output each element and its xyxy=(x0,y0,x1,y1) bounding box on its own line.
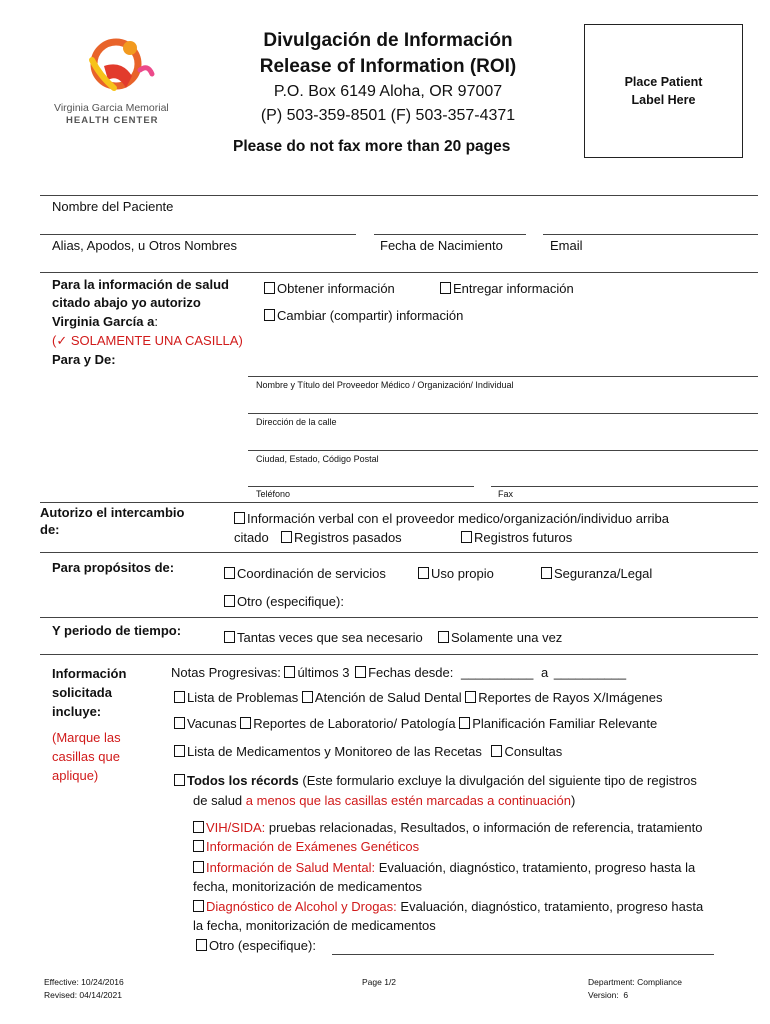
only-one-box-note: (✓ SOLAMENTE UNA CASILLA) xyxy=(52,333,243,348)
all-records-label: Todos los récords xyxy=(187,773,299,788)
exchange-label-line2: de: xyxy=(40,522,60,537)
dental-checkbox[interactable] xyxy=(302,691,313,703)
info-other-checkbox[interactable] xyxy=(196,939,207,951)
coordination-option[interactable] xyxy=(224,566,386,581)
xray-checkbox[interactable] xyxy=(465,691,476,703)
hiv-desc: pruebas relacionadas, Resultados, o información de referencia, tratamiento xyxy=(268,820,703,835)
authorize-line3 xyxy=(52,314,158,329)
all-records-checkbox[interactable] xyxy=(174,774,185,786)
purpose-other-checkbox[interactable] xyxy=(224,595,235,607)
logo-figure-icon xyxy=(52,36,192,100)
phone-line[interactable] xyxy=(248,486,474,487)
vaccines-label: Vacunas xyxy=(187,716,237,731)
mental-label: Información de Salud Mental: xyxy=(206,860,376,875)
progress-notes-row xyxy=(171,665,626,680)
info-label-line2: solicitada xyxy=(52,685,112,700)
genetic-checkbox[interactable] xyxy=(193,840,204,852)
page-title xyxy=(230,28,546,128)
consults-checkbox[interactable] xyxy=(491,745,502,757)
change-option[interactable] xyxy=(264,308,463,323)
address: P.O. Box 6149 Aloha, OR 97007 xyxy=(273,83,503,100)
email-line[interactable] xyxy=(543,234,758,235)
logo xyxy=(52,36,192,128)
all-records-desc-2c: ) xyxy=(570,793,576,808)
footer-version: Version: 6 xyxy=(588,990,629,1000)
phone-fax: (P) 503-359-8501 (F) 503-357-4371 xyxy=(260,107,516,124)
dates-to-field[interactable]: __________ xyxy=(553,665,627,680)
street-label: Dirección de la calle xyxy=(256,417,337,427)
title-es: Divulgación de Información xyxy=(263,30,513,51)
dates-checkbox[interactable] xyxy=(355,666,366,678)
footer-revised: Revised: 04/14/2021 xyxy=(44,990,122,1000)
patient-name-line[interactable] xyxy=(40,234,356,235)
insurance-checkbox[interactable] xyxy=(541,567,552,579)
dates-a-label: a xyxy=(540,665,549,680)
dob-line[interactable] xyxy=(374,234,526,235)
own-use-option[interactable] xyxy=(418,566,494,581)
mental-desc: Evaluación, diagnóstico, tratamiento, progreso hasta la xyxy=(378,860,696,875)
street-line[interactable] xyxy=(248,413,758,414)
problems-label: Lista de Problemas xyxy=(187,690,299,705)
logo-line2: HEALTH CENTER xyxy=(66,115,159,126)
divider xyxy=(40,654,758,655)
change-checkbox[interactable] xyxy=(264,309,275,321)
meds-checkbox[interactable] xyxy=(174,745,185,757)
footer-effective: Effective: 10/24/2016 xyxy=(44,977,124,987)
patient-label-box xyxy=(584,24,743,158)
provider-label: Nombre y Título del Proveedor Médico / Organización/ Individual xyxy=(256,380,514,390)
family-label: Planificación Familiar Relevante xyxy=(472,716,658,731)
alcohol-desc: Evaluación, diagnóstico, tratamiento, progreso hasta xyxy=(400,899,704,914)
cited-text: citado xyxy=(234,530,269,545)
once-label: Solamente una vez xyxy=(451,630,563,645)
obtain-option[interactable] xyxy=(264,281,395,296)
all-records-desc: (Este formulario excluye la divulgación del siguiente tipo de registros xyxy=(302,773,697,788)
problems-checkbox[interactable] xyxy=(174,691,185,703)
insurance-option[interactable] xyxy=(541,566,652,581)
dental-label: Atención de Salud Dental xyxy=(314,690,462,705)
meds-label: Lista de Medicamentos y Monitoreo de las Recetas xyxy=(187,744,482,759)
fax-line[interactable] xyxy=(491,486,758,487)
coordination-label: Coordinación de servicios xyxy=(237,566,386,581)
lab-checkbox[interactable] xyxy=(240,717,251,729)
purpose-label: Para propósitos de: xyxy=(52,560,175,575)
mark-note-line2: casillas que xyxy=(52,749,120,764)
email-label: Email xyxy=(550,238,583,253)
lab-label: Reportes de Laboratorio/ Patología xyxy=(253,716,456,731)
alcohol-checkbox[interactable] xyxy=(193,900,204,912)
family-checkbox[interactable] xyxy=(459,717,470,729)
divider xyxy=(40,617,758,618)
divider xyxy=(40,552,758,553)
verbal-checkbox[interactable] xyxy=(234,512,245,524)
mental-row-2: fecha, monitorización de medicamentos xyxy=(193,879,423,894)
as-needed-label: Tantas veces que sea necesario xyxy=(237,630,423,645)
footer-page: Page 1/2 xyxy=(362,977,397,987)
label-box-line2: Label Here xyxy=(631,93,696,107)
info-row-2 xyxy=(174,690,663,705)
obtain-label: Obtener información xyxy=(277,281,395,296)
label-box-line1: Place Patient xyxy=(624,75,703,89)
progress-notes-label: Notas Progresivas: xyxy=(171,665,281,680)
phone-label: Teléfono xyxy=(256,489,291,499)
authorize-line2: citado abajo yo autorizo xyxy=(52,295,201,310)
alcohol-row xyxy=(193,899,703,914)
own-use-checkbox[interactable] xyxy=(418,567,429,579)
alcohol-row-2: la fecha, monitorización de medicamentos xyxy=(193,918,436,933)
purpose-other-label: Otro (especifique): xyxy=(237,594,344,609)
info-label-line1: Información xyxy=(52,666,127,681)
purpose-other-option[interactable] xyxy=(224,594,344,609)
hiv-checkbox[interactable] xyxy=(193,821,204,833)
consults-label: Consultas xyxy=(504,744,563,759)
insurance-label: Seguranza/Legal xyxy=(554,566,653,581)
alias-line[interactable] xyxy=(40,272,758,273)
future-records-label: Registros futuros xyxy=(474,530,573,545)
info-row-3 xyxy=(174,716,657,731)
as-needed-checkbox[interactable] xyxy=(224,631,235,643)
dates-from-field[interactable]: __________ xyxy=(461,665,534,680)
past-records-option[interactable] xyxy=(281,530,402,545)
to-from-label: Para y De: xyxy=(52,352,116,367)
provider-line[interactable] xyxy=(248,376,758,377)
info-other-row xyxy=(196,938,316,953)
genetic-row xyxy=(193,839,419,854)
mental-checkbox[interactable] xyxy=(193,861,204,873)
mental-row xyxy=(193,860,695,875)
city-line[interactable] xyxy=(248,450,758,451)
city-label: Ciudad, Estado, Código Postal xyxy=(256,454,379,464)
verbal-option[interactable] xyxy=(234,511,669,526)
dob-label: Fecha de Nacimiento xyxy=(380,238,503,253)
own-use-label: Uso propio xyxy=(431,566,494,581)
footer-department: Department: Compliance xyxy=(588,977,683,987)
info-label-line3: incluye: xyxy=(52,704,102,719)
hiv-label: VIH/SIDA: xyxy=(206,820,266,835)
future-records-checkbox[interactable] xyxy=(461,531,472,543)
obtain-checkbox[interactable] xyxy=(264,282,275,294)
alcohol-label: Diagnóstico de Alcohol y Drogas: xyxy=(206,899,397,914)
all-records-row xyxy=(174,773,697,788)
all-records-desc-2a: de salud xyxy=(193,793,243,808)
fax-label: Fax xyxy=(498,489,514,499)
info-row-4 xyxy=(174,744,562,759)
all-records-desc-2b: a menos que las casillas estén marcadas a continuación xyxy=(245,793,571,808)
coordination-checkbox[interactable] xyxy=(224,567,235,579)
change-label: Cambiar (compartir) información xyxy=(277,308,464,323)
past-records-checkbox[interactable] xyxy=(281,531,292,543)
past-records-label: Registros pasados xyxy=(294,530,402,545)
once-checkbox[interactable] xyxy=(438,631,449,643)
future-records-option[interactable] xyxy=(461,530,572,545)
as-needed-option[interactable] xyxy=(224,630,423,645)
xray-label: Reportes de Rayos X/Imágenes xyxy=(478,690,663,705)
info-other-line[interactable] xyxy=(332,954,714,955)
patient-name-label: Nombre del Paciente xyxy=(52,199,174,214)
verbal-label: Información verbal con el proveedor medico/organización/individuo arriba xyxy=(247,511,670,526)
authorize-colon: : xyxy=(154,314,158,329)
logo-line1: Virginia Garcia Memorial xyxy=(54,102,169,114)
deliver-label: Entregar información xyxy=(453,281,574,296)
vaccines-checkbox[interactable] xyxy=(174,717,185,729)
authorize-org: Virginia García a xyxy=(52,314,155,329)
last3-checkbox[interactable] xyxy=(284,666,295,678)
deliver-checkbox[interactable] xyxy=(440,282,451,294)
all-records-row-2 xyxy=(193,793,575,808)
exchange-label-line1: Autorizo el intercambio xyxy=(40,505,185,520)
authorize-line1: Para la información de salud xyxy=(52,277,229,292)
genetic-label: Información de Exámenes Genéticos xyxy=(206,839,420,854)
dates-label: Fechas desde: xyxy=(368,665,454,680)
period-label: Y periodo de tiempo: xyxy=(52,623,182,638)
hiv-row xyxy=(193,820,702,835)
fax-notice: Please do not fax more than 20 pages xyxy=(233,138,511,155)
mark-note-line3: aplique) xyxy=(52,768,99,783)
deliver-option[interactable] xyxy=(440,281,574,296)
mark-note-line1: (Marque las xyxy=(52,730,121,745)
divider xyxy=(40,195,758,196)
divider xyxy=(40,502,758,503)
alias-label: Alias, Apodos, u Otros Nombres xyxy=(52,238,237,253)
last3-label: últimos 3 xyxy=(297,665,350,680)
once-option[interactable] xyxy=(438,630,562,645)
title-en: Release of Information (ROI) xyxy=(259,56,517,77)
info-other-label: Otro (especifique): xyxy=(209,938,316,953)
